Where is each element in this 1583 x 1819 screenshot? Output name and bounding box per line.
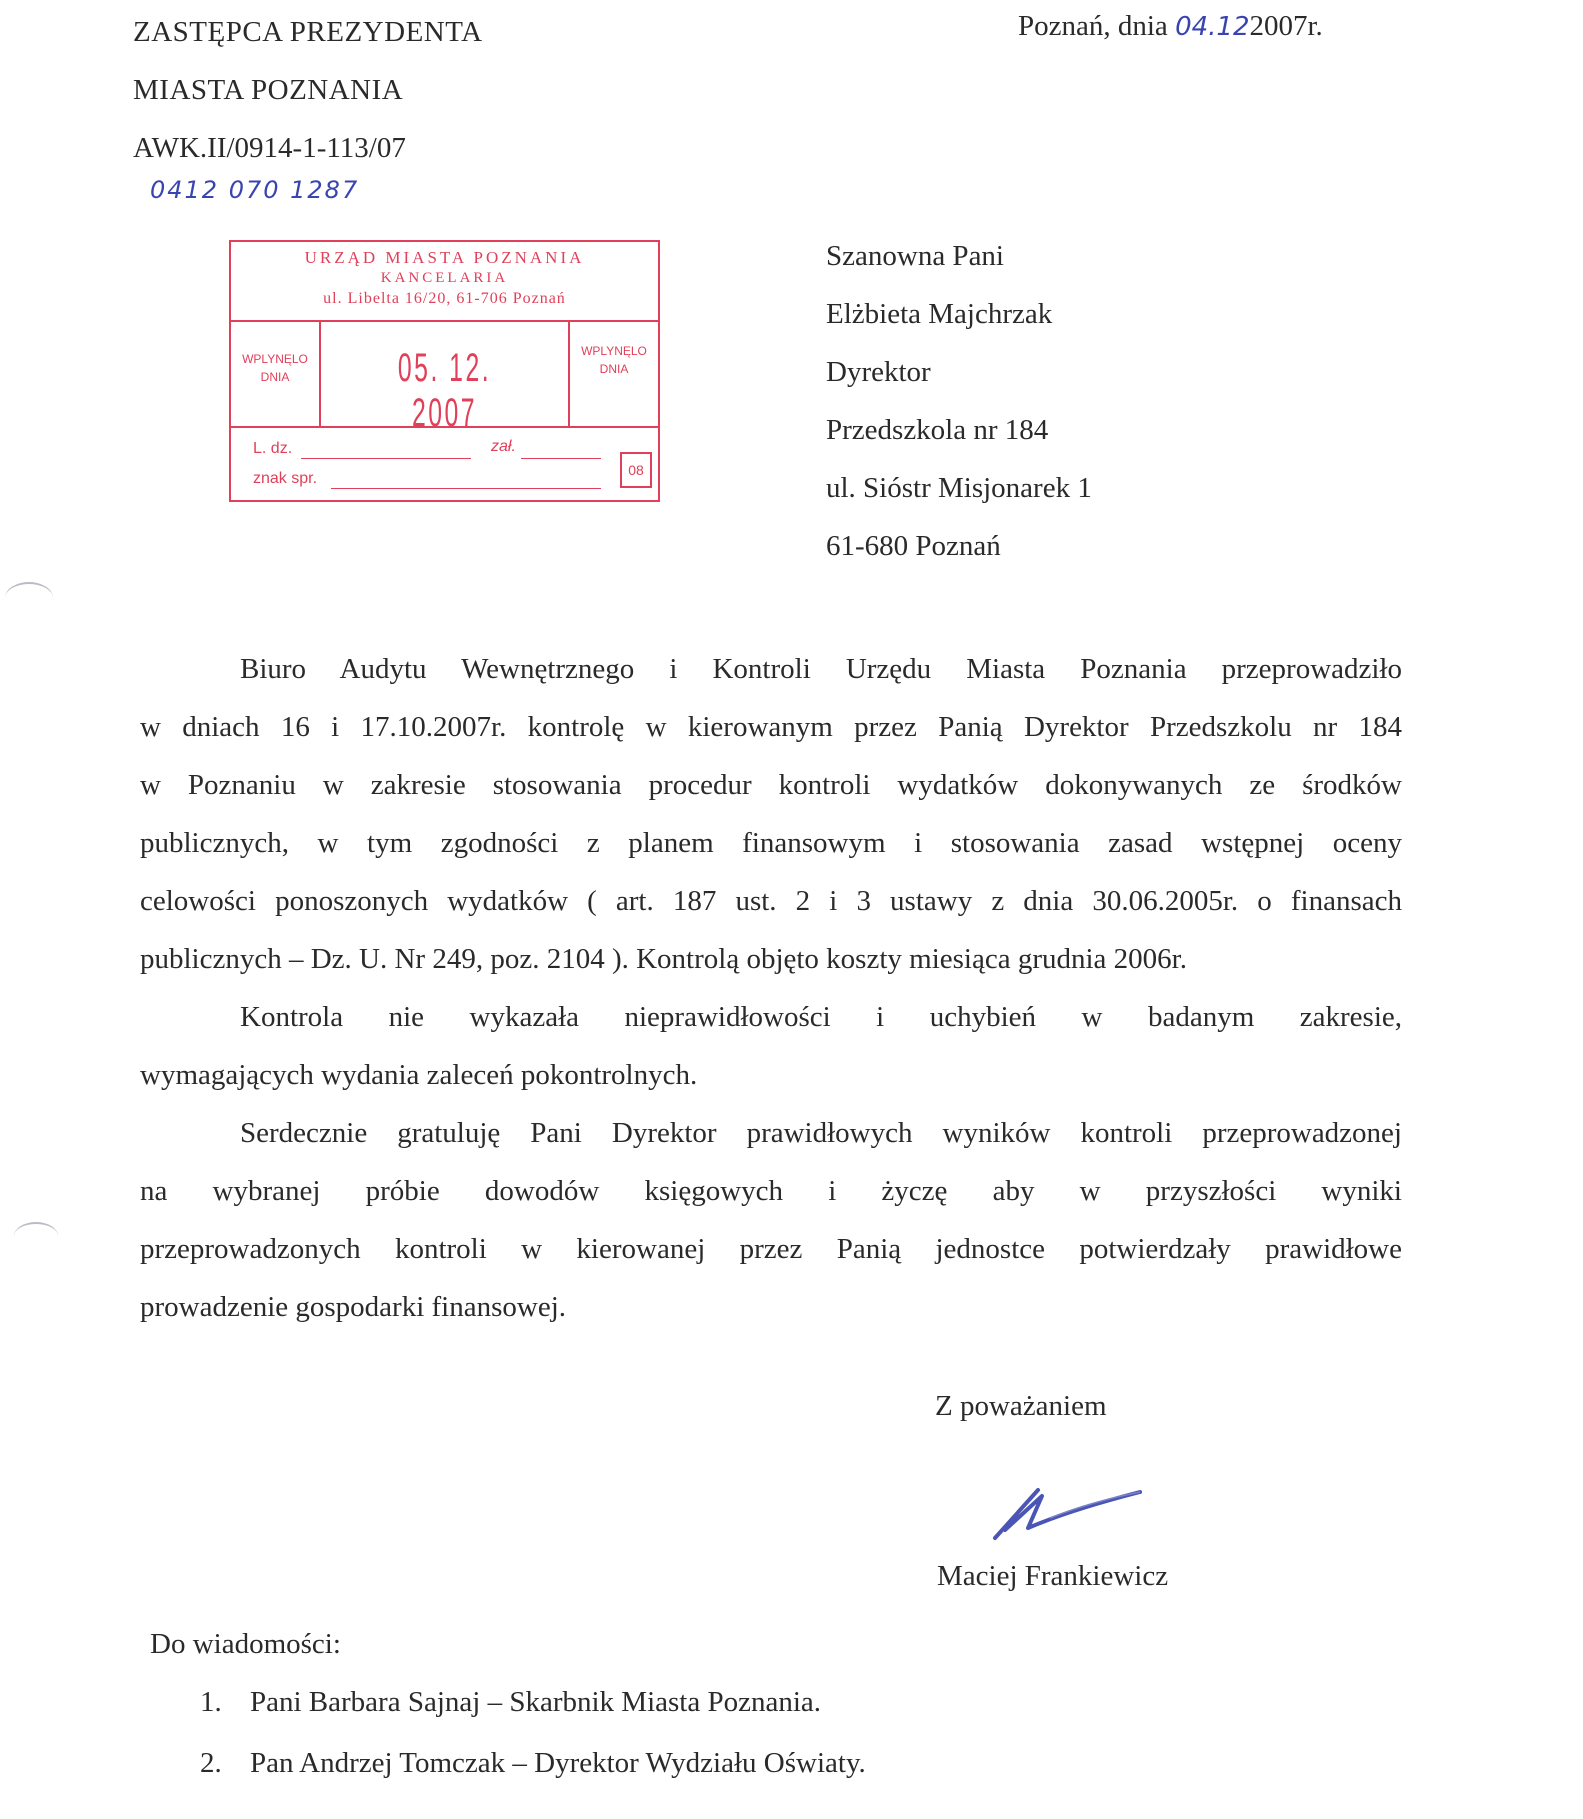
stamp-title: URZĄD MIASTA POZNANIA xyxy=(304,248,585,267)
letter-date xyxy=(1018,10,1323,43)
body-line: na wybranej próbie dowodów księgowych i życzę aby w przyszłości wyniki xyxy=(140,1175,1402,1207)
date-year: 2007r. xyxy=(1249,10,1323,42)
stamp-header xyxy=(231,242,658,322)
signature-icon xyxy=(990,1480,1150,1550)
body-line: celowości ponoszonych wydatków ( art. 187 ust. 2 i 3 ustawy z dnia 30.06.2005r. o finansach xyxy=(140,885,1402,917)
recipient-position: Dyrektor xyxy=(826,356,931,388)
sender-title-line1: ZASTĘPCA PREZYDENTA xyxy=(133,16,483,48)
cc-item-text: Pani Barbara Sajnaj – Skarbnik Miasta Poznania. xyxy=(250,1686,822,1718)
paragraph-audit-result xyxy=(140,988,1402,1104)
stamp-received-date: 05. 12. 2007 xyxy=(397,346,492,435)
signatory-name: Maciej Frankiewicz xyxy=(937,1560,1169,1592)
stamp-zal-field xyxy=(521,458,601,459)
stamp-date-row xyxy=(231,320,658,435)
stamp-received-label: WPLYNĘLO xyxy=(242,352,308,366)
stamp-box-number: 08 xyxy=(620,452,652,488)
closing-salutation: Z poważaniem xyxy=(935,1390,1107,1422)
body-line: wymagających wydania zaleceń pokontrolnych. xyxy=(140,1059,698,1091)
body-line: w dniach 16 i 17.10.2007r. kontrolę w kierowanym przez Panią Dyrektor Przedszkolu nr 184 xyxy=(140,711,1402,743)
cc-item-number: 1. xyxy=(200,1686,222,1718)
body-line: Biuro Audytu Wewnętrznego i Kontroli Urzędu Miasta Poznania przeprowadziło xyxy=(240,653,1402,685)
stamp-received-label-right xyxy=(568,320,658,426)
sender-title-line2: MIASTA POZNANIA xyxy=(133,74,404,106)
recipient-street: ul. Sióstr Misjonarek 1 xyxy=(826,472,1092,504)
stamp-zal-label: zał. xyxy=(491,438,516,455)
letter-body xyxy=(140,640,1402,1336)
recipient-salutation: Szanowna Pani xyxy=(826,240,1004,272)
received-stamp xyxy=(229,240,660,502)
cc-item xyxy=(200,1747,866,1780)
stamp-received-label-day: DNIA xyxy=(260,370,290,384)
body-line: publicznych, w tym zgodności z planem finansowym i stosowania zasad wstępnej oceny xyxy=(140,827,1402,859)
stamp-ldz-label: L. dz. xyxy=(253,440,293,457)
body-line: publicznych – Dz. U. Nr 249, poz. 2104 ). Kontrolą objęto koszty miesiąca grudnia 2006r. xyxy=(140,943,1187,975)
recipient-city: 61-680 Poznań xyxy=(826,530,1001,562)
date-prefix: Poznań, dnia xyxy=(1018,10,1176,42)
stamp-footer xyxy=(231,426,658,500)
paragraph-audit-info xyxy=(140,640,1402,988)
reference-number: AWK.II/0914-1-113/07 xyxy=(133,132,406,164)
recipient-name: Elżbieta Majchrzak xyxy=(826,298,1053,330)
stamp-received-label: WPLYNĘLO xyxy=(581,344,647,358)
recipient-institution: Przedszkola nr 184 xyxy=(826,414,1049,446)
punch-hole-mark xyxy=(14,1222,58,1250)
stamp-ldz-field xyxy=(301,458,471,459)
cc-item xyxy=(200,1686,821,1719)
body-line: w Poznaniu w zakresie stosowania procedur kontroli wydatków dokonywanych ze środków xyxy=(140,769,1402,801)
body-line: przeprowadzonych kontroli w kierowanej przez Panią jednostce potwierdzały prawidłowe xyxy=(140,1233,1402,1265)
body-line: Kontrola nie wykazała nieprawidłowości i uchybień w badanym zakresie, xyxy=(240,1001,1402,1033)
body-line: prowadzenie gospodarki finansowej. xyxy=(140,1291,567,1323)
cc-item-number: 2. xyxy=(200,1747,222,1779)
stamp-received-label-left xyxy=(231,320,321,426)
cc-item-text: Pan Andrzej Tomczak – Dyrektor Wydziału Oświaty. xyxy=(250,1747,866,1779)
body-line: Serdecznie gratuluję Pani Dyrektor prawidłowych wyników kontroli przeprowadzonej xyxy=(240,1117,1402,1149)
stamp-znak-field xyxy=(331,488,601,489)
stamp-received-label-day: DNIA xyxy=(599,362,629,376)
handwritten-registration-number: 0412 070 1287 xyxy=(150,176,360,204)
cc-label: Do wiadomości: xyxy=(150,1628,341,1660)
punch-hole-mark xyxy=(5,582,53,614)
recipient-address-block xyxy=(826,238,1092,586)
handwritten-date: 04.12 xyxy=(1175,12,1250,42)
stamp-znak-label: znak spr. xyxy=(253,470,318,487)
stamp-department: KANCELARIA xyxy=(380,270,509,286)
stamp-address: ul. Libelta 16/20, 61-706 Poznań xyxy=(323,290,566,307)
paragraph-congratulations xyxy=(140,1104,1402,1336)
